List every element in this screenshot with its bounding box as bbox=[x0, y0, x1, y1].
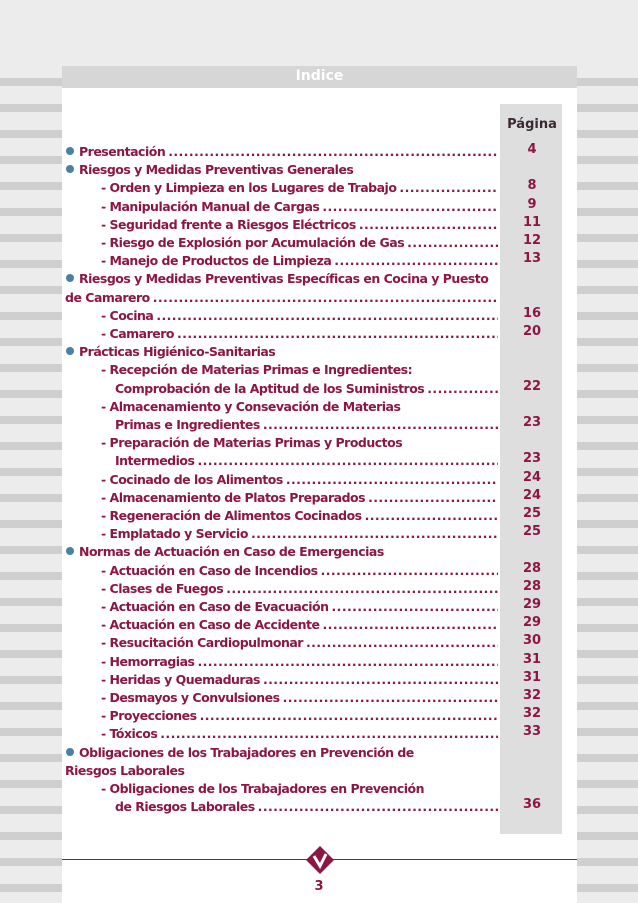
dot-leader bbox=[263, 672, 498, 687]
dot-leader bbox=[399, 180, 498, 195]
toc-entry-title: - Heridas y Quemaduras bbox=[101, 671, 260, 687]
toc-page-number: 23 bbox=[522, 451, 542, 467]
toc-entry[interactable] bbox=[101, 396, 498, 414]
dot-leader bbox=[258, 799, 498, 814]
toc-entry[interactable] bbox=[101, 523, 498, 541]
toc-entry[interactable] bbox=[101, 177, 498, 195]
toc-entry-title: - Cocina bbox=[101, 307, 154, 323]
toc-entry-title: de Riesgos Laborales bbox=[115, 799, 255, 815]
toc-entry-title: - Seguridad frente a Riesgos Eléctricos bbox=[101, 216, 356, 232]
toc-entry[interactable] bbox=[101, 705, 498, 723]
top-band bbox=[0, 0, 638, 66]
dot-leader bbox=[332, 599, 498, 614]
toc-entry-title: - Regeneración de Alimentos Cocinados bbox=[101, 508, 362, 523]
dot-leader bbox=[160, 726, 498, 741]
toc-page-number: 30 bbox=[522, 633, 542, 649]
toc-page-number: 36 bbox=[522, 797, 542, 813]
dot-leader bbox=[177, 326, 498, 341]
dot-leader bbox=[197, 453, 498, 468]
toc-page-number: 32 bbox=[522, 706, 542, 722]
toc-entry[interactable] bbox=[101, 687, 498, 705]
dot-leader bbox=[153, 290, 498, 305]
dot-leader bbox=[407, 235, 498, 250]
toc-entry[interactable] bbox=[115, 450, 498, 468]
bullet-icon bbox=[66, 748, 74, 756]
toc-page-number: 16 bbox=[522, 305, 542, 321]
dot-leader bbox=[368, 490, 498, 505]
toc-entry[interactable] bbox=[101, 560, 498, 578]
toc-entry[interactable] bbox=[101, 359, 498, 377]
toc-entry[interactable] bbox=[101, 232, 498, 250]
toc-entry[interactable] bbox=[79, 742, 498, 760]
toc-entry-title: - Cocinado de los Alimentos bbox=[101, 471, 283, 487]
toc-entry-title: de Camarero bbox=[65, 289, 150, 305]
toc-entry[interactable] bbox=[79, 341, 498, 359]
dot-leader bbox=[286, 472, 498, 487]
toc-entry-title: - Resucitación Cardiopulmonar bbox=[101, 635, 303, 651]
toc-entry-title: Intermedios bbox=[115, 453, 195, 469]
toc-entry-title: - Manipulación Manual de Cargas bbox=[101, 198, 320, 214]
toc-entry[interactable] bbox=[101, 596, 498, 614]
toc-entry[interactable] bbox=[65, 760, 498, 778]
dot-leader bbox=[251, 526, 498, 541]
dot-leader bbox=[322, 199, 498, 214]
toc-entry-title: - Almacenamiento de Platos Preparados bbox=[101, 489, 366, 505]
toc-entry[interactable] bbox=[115, 414, 498, 432]
toc-page-number: 25 bbox=[522, 506, 542, 521]
toc-page-number: 20 bbox=[522, 324, 542, 339]
toc-entry-title: - Orden y Limpieza en los Lugares de Trabajo bbox=[101, 180, 397, 196]
toc-entry-title: Primas e Ingredientes bbox=[115, 417, 260, 432]
toc-entry[interactable] bbox=[101, 651, 498, 669]
toc-entry[interactable] bbox=[101, 487, 498, 505]
toc-entry-title: - Riesgo de Explosión por Acumulación de Gas bbox=[101, 235, 405, 250]
toc-entry-title: Comprobación de la Aptitud de los Suministros bbox=[115, 380, 425, 396]
toc-entry-title: - Actuación en Caso de Evacuación bbox=[101, 599, 329, 614]
toc-page-number: 25 bbox=[522, 524, 542, 540]
toc-entry-title: - Actuación en Caso de Incendios bbox=[101, 562, 318, 578]
toc-entry[interactable] bbox=[65, 287, 498, 305]
toc-entry-title: - Hemorragias bbox=[101, 653, 195, 669]
toc-entry[interactable] bbox=[101, 578, 498, 596]
toc-entry[interactable] bbox=[101, 469, 498, 487]
toc-page-number: 29 bbox=[522, 597, 542, 612]
dot-leader bbox=[226, 581, 498, 596]
toc-entry-title: - Actuación en Caso de Accidente bbox=[101, 617, 320, 633]
dot-leader bbox=[263, 417, 498, 432]
dot-leader bbox=[200, 708, 498, 723]
dot-leader bbox=[427, 381, 498, 396]
toc-entry[interactable] bbox=[101, 723, 498, 741]
toc-entry-title: - Clases de Fuegos bbox=[101, 580, 224, 596]
toc-entry[interactable] bbox=[79, 541, 498, 559]
toc-entry-title: - Manejo de Productos de Limpieza bbox=[101, 253, 332, 269]
toc-page-number: 12 bbox=[522, 233, 542, 248]
toc-entry-title: - Emplatado y Servicio bbox=[101, 526, 248, 542]
toc-page-number: 4 bbox=[527, 142, 537, 157]
toc-entry[interactable] bbox=[79, 268, 498, 286]
title-bar bbox=[62, 66, 577, 88]
toc-page-number: 33 bbox=[522, 724, 542, 740]
toc-entry[interactable] bbox=[101, 778, 498, 796]
dot-leader bbox=[365, 508, 498, 523]
toc-page-number: 22 bbox=[522, 378, 542, 394]
dot-leader bbox=[283, 690, 498, 705]
dot-leader bbox=[168, 144, 498, 159]
page-number: 3 bbox=[314, 879, 324, 894]
toc-entry[interactable] bbox=[115, 378, 498, 396]
toc-entry[interactable] bbox=[101, 632, 498, 650]
toc-page-number: 23 bbox=[522, 415, 542, 430]
toc-entry[interactable] bbox=[101, 432, 498, 450]
toc-entry-title: - Tóxicos bbox=[101, 726, 158, 742]
page-column-label: Página bbox=[507, 117, 557, 132]
toc-page-number: 8 bbox=[527, 178, 537, 194]
toc-page-number: 11 bbox=[522, 214, 542, 230]
toc-entry-title: Obligaciones de los Trabajadores en Prevención de bbox=[79, 744, 414, 760]
toc-entry[interactable] bbox=[115, 796, 498, 814]
toc-page-number: 9 bbox=[527, 196, 537, 212]
toc-entry[interactable] bbox=[101, 505, 498, 523]
toc-entry[interactable] bbox=[101, 614, 498, 632]
toc-page-number: 31 bbox=[522, 651, 542, 667]
toc-entry-title: - Preparación de Materias Primas y Productos bbox=[101, 435, 403, 451]
toc-entry[interactable] bbox=[101, 323, 498, 341]
toc-entry[interactable] bbox=[101, 214, 498, 232]
toc-entry-title: - Obligaciones de los Trabajadores en Prevención bbox=[101, 781, 425, 796]
toc-entry-title: - Desmayos y Convulsiones bbox=[101, 690, 280, 705]
dot-leader bbox=[359, 217, 498, 232]
dot-leader bbox=[323, 617, 498, 632]
toc-page-number: 32 bbox=[522, 688, 542, 703]
dot-leader bbox=[156, 308, 498, 323]
toc-page-number: 31 bbox=[522, 669, 542, 685]
dot-leader bbox=[321, 563, 498, 578]
toc-entry-title: Normas de Actuación en Caso de Emergencias bbox=[79, 544, 384, 560]
bullet-icon bbox=[66, 147, 74, 155]
toc-entry[interactable] bbox=[101, 305, 498, 323]
page-title: Indice bbox=[295, 68, 344, 84]
toc-entry[interactable] bbox=[101, 669, 498, 687]
dot-leader bbox=[334, 253, 498, 268]
toc-entry-title: - Camarero bbox=[101, 326, 175, 341]
toc-page-number: 13 bbox=[522, 251, 542, 267]
toc-entry-title: - Proyecciones bbox=[101, 708, 197, 724]
toc-page-number: 28 bbox=[522, 560, 542, 576]
dot-leader bbox=[197, 654, 498, 669]
toc-entry[interactable] bbox=[101, 196, 498, 214]
diamond-v-logo-icon bbox=[305, 845, 335, 875]
dot-leader bbox=[306, 635, 498, 650]
toc-entry-title: - Almacenamiento y Consevación de Materias bbox=[101, 398, 401, 414]
toc-entry-title: Riesgos Laborales bbox=[65, 762, 185, 778]
toc-entry[interactable] bbox=[79, 159, 498, 177]
toc-entry-title: Prácticas Higiénico-Sanitarias bbox=[79, 344, 276, 360]
toc-entry[interactable] bbox=[79, 141, 498, 159]
toc-page-number: 28 bbox=[522, 578, 542, 594]
toc-page-number: 29 bbox=[522, 615, 542, 631]
toc-entry-title: Riesgos y Medidas Preventivas Generales bbox=[79, 162, 354, 178]
toc-page-number: 24 bbox=[522, 469, 542, 485]
toc-page-number: 24 bbox=[522, 487, 542, 503]
toc-entry-title: - Recepción de Materias Primas e Ingredientes: bbox=[101, 362, 413, 378]
toc-entry[interactable] bbox=[101, 250, 498, 268]
toc-entry-title: Riesgos y Medidas Preventivas Específicas en Cocina y Puesto bbox=[79, 271, 489, 287]
toc-entry-title: Presentación bbox=[79, 144, 166, 159]
